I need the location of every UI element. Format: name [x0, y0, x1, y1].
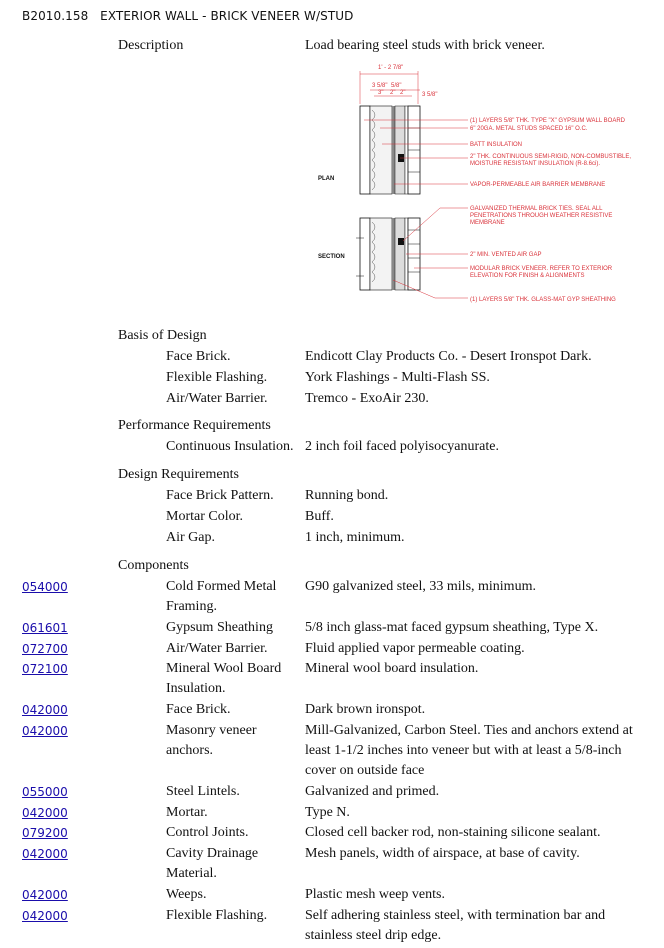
annotation-brick-veneer-2: ELEVATION FOR FINISH & ALIGNMENTS	[470, 273, 585, 279]
component-code-link[interactable]: 072700	[22, 642, 68, 656]
component-code-link[interactable]: 079200	[22, 826, 68, 840]
component-label: Air/Water Barrier.	[166, 641, 268, 656]
basis-heading: Basis of Design	[118, 328, 207, 343]
dim-overall: 1' - 2 7/8"	[378, 65, 404, 71]
component-value: Self adhering stainless steel, with termination bar and stainless steel drip edge.	[305, 908, 606, 943]
section-title: EXTERIOR WALL - BRICK VENEER W/STUD	[100, 9, 354, 23]
component-value: Mill-Galvanized, Carbon Steel. Ties and anchors extend at least 1-1/2 inches into veneer but with at least a 5/8-inch cover on outside face	[305, 723, 633, 778]
annotation-air-barrier: VAPOR-PERMEABLE AIR BARRIER MEMBRANE	[470, 182, 606, 188]
annotation-batt-insulation: BATT INSULATION	[470, 142, 523, 148]
basis-value: Endicott Clay Products Co. - Desert Ironspot Dark.	[305, 349, 592, 364]
design-heading: Design Requirements	[118, 467, 239, 482]
annotation-sheathing: (1) LAYERS 5/8" THK. GLASS-MAT GYP SHEATHING	[470, 297, 616, 303]
component-value: Mineral wool board insulation.	[305, 661, 479, 676]
component-code-link[interactable]: 054000	[22, 580, 68, 594]
performance-value: 2 inch foil faced polyisocyanurate.	[305, 439, 499, 454]
component-label: Cavity Drainage Material.	[166, 846, 259, 881]
component-value: 5/8 inch glass-mat faced gypsum sheathing, Type X.	[305, 620, 599, 635]
component-code-link[interactable]: 055000	[22, 785, 68, 799]
annotation-continuous-insulation-1: 2" THK. CONTINUOUS SEMI-RIGID, NON-COMBUSTIBLE,	[470, 154, 632, 160]
page-header	[22, 9, 354, 23]
component-label: Gypsum Sheathing	[166, 620, 273, 635]
description-text: Load bearing steel studs with brick veneer.	[305, 38, 545, 53]
component-value: Dark brown ironspot.	[305, 702, 426, 717]
component-label: Steel Lintels.	[166, 784, 240, 799]
component-code-link[interactable]: 042000	[22, 806, 68, 820]
description-heading: Description	[118, 38, 184, 53]
annotation-brick-veneer-1: MODULAR BRICK VENEER. REFER TO EXTERIOR	[470, 266, 613, 272]
component-code-link[interactable]: 042000	[22, 703, 68, 717]
component-label: Cold Formed Metal Framing.	[166, 579, 277, 614]
dim-2: 5/8"	[391, 83, 402, 89]
component-code-link[interactable]: 042000	[22, 847, 68, 861]
component-value: Closed cell backer rod, non-staining silicone sealant.	[305, 825, 601, 840]
component-label: Face Brick.	[166, 702, 231, 717]
performance-label: Continuous Insulation.	[166, 439, 294, 454]
component-code-link[interactable]: 042000	[22, 888, 68, 902]
dimension-lines	[360, 71, 420, 104]
basis-label: Flexible Flashing.	[166, 370, 268, 385]
basis-label: Air/Water Barrier.	[166, 391, 268, 406]
wall-detail-drawing	[300, 58, 650, 313]
annotation-metal-studs: 6" 20GA. METAL STUDS SPACED 16" O.C.	[470, 126, 588, 132]
component-label: Flexible Flashing.	[166, 908, 268, 923]
performance-heading: Performance Requirements	[118, 418, 271, 433]
annotation-air-gap: 2" MIN. VENTED AIR GAP	[470, 252, 542, 258]
component-label: Mineral Wool Board Insulation.	[166, 661, 282, 696]
basis-label: Face Brick.	[166, 349, 231, 364]
section-code: B2010.158	[22, 9, 89, 23]
design-label: Mortar Color.	[166, 509, 243, 524]
annotation-brick-ties-2: PENETRATIONS THROUGH WEATHER RESISTIVE	[470, 213, 613, 219]
component-value: Plastic mesh weep vents.	[305, 887, 445, 902]
plan-label: PLAN	[318, 176, 335, 182]
component-label: Masonry veneer anchors.	[166, 723, 257, 758]
component-value: Mesh panels, width of airspace, at base of cavity.	[305, 846, 580, 861]
component-code-link[interactable]: 042000	[22, 724, 68, 738]
design-value: 1 inch, minimum.	[305, 530, 405, 545]
component-value: Type N.	[305, 805, 350, 820]
basis-value: Tremco - ExoAir 230.	[305, 391, 429, 406]
component-label: Weeps.	[166, 887, 207, 902]
basis-value: York Flashings - Multi-Flash SS.	[305, 370, 490, 385]
component-value: Fluid applied vapor permeable coating.	[305, 641, 525, 656]
dim-6: 3 5/8"	[422, 92, 438, 98]
design-label: Face Brick Pattern.	[166, 488, 274, 503]
component-code-link[interactable]: 042000	[22, 909, 68, 923]
dim-1: 3 5/8"	[372, 83, 388, 89]
component-label: Control Joints.	[166, 825, 249, 840]
annotation-brick-ties-3: MEMBRANE	[470, 220, 505, 226]
component-value: Galvanized and primed.	[305, 784, 440, 799]
annotation-brick-ties-1: GALVANIZED THERMAL BRICK TIES. SEAL ALL	[470, 206, 603, 212]
section-label: SECTION	[318, 254, 345, 260]
design-value: Buff.	[305, 509, 334, 524]
component-code-link[interactable]: 072100	[22, 662, 68, 676]
component-value: G90 galvanized steel, 33 mils, minimum.	[305, 579, 536, 594]
components-heading: Components	[118, 558, 189, 573]
component-label: Mortar.	[166, 805, 208, 820]
design-value: Running bond.	[305, 488, 389, 503]
plan-assembly	[360, 106, 420, 194]
design-label: Air Gap.	[166, 530, 215, 545]
component-code-link[interactable]: 061601	[22, 621, 68, 635]
dim-3: 3"	[378, 90, 384, 96]
dim-4: 2"	[390, 90, 396, 96]
annotation-continuous-insulation-2: MOISTURE RESISTANT INSULATION (R-8.6ci).	[470, 161, 601, 167]
dim-5: 2"	[400, 90, 406, 96]
annotation-gypsum-board: (1) LAYERS 5/8" THK. TYPE "X" GYPSUM WALL BOARD	[470, 118, 625, 124]
